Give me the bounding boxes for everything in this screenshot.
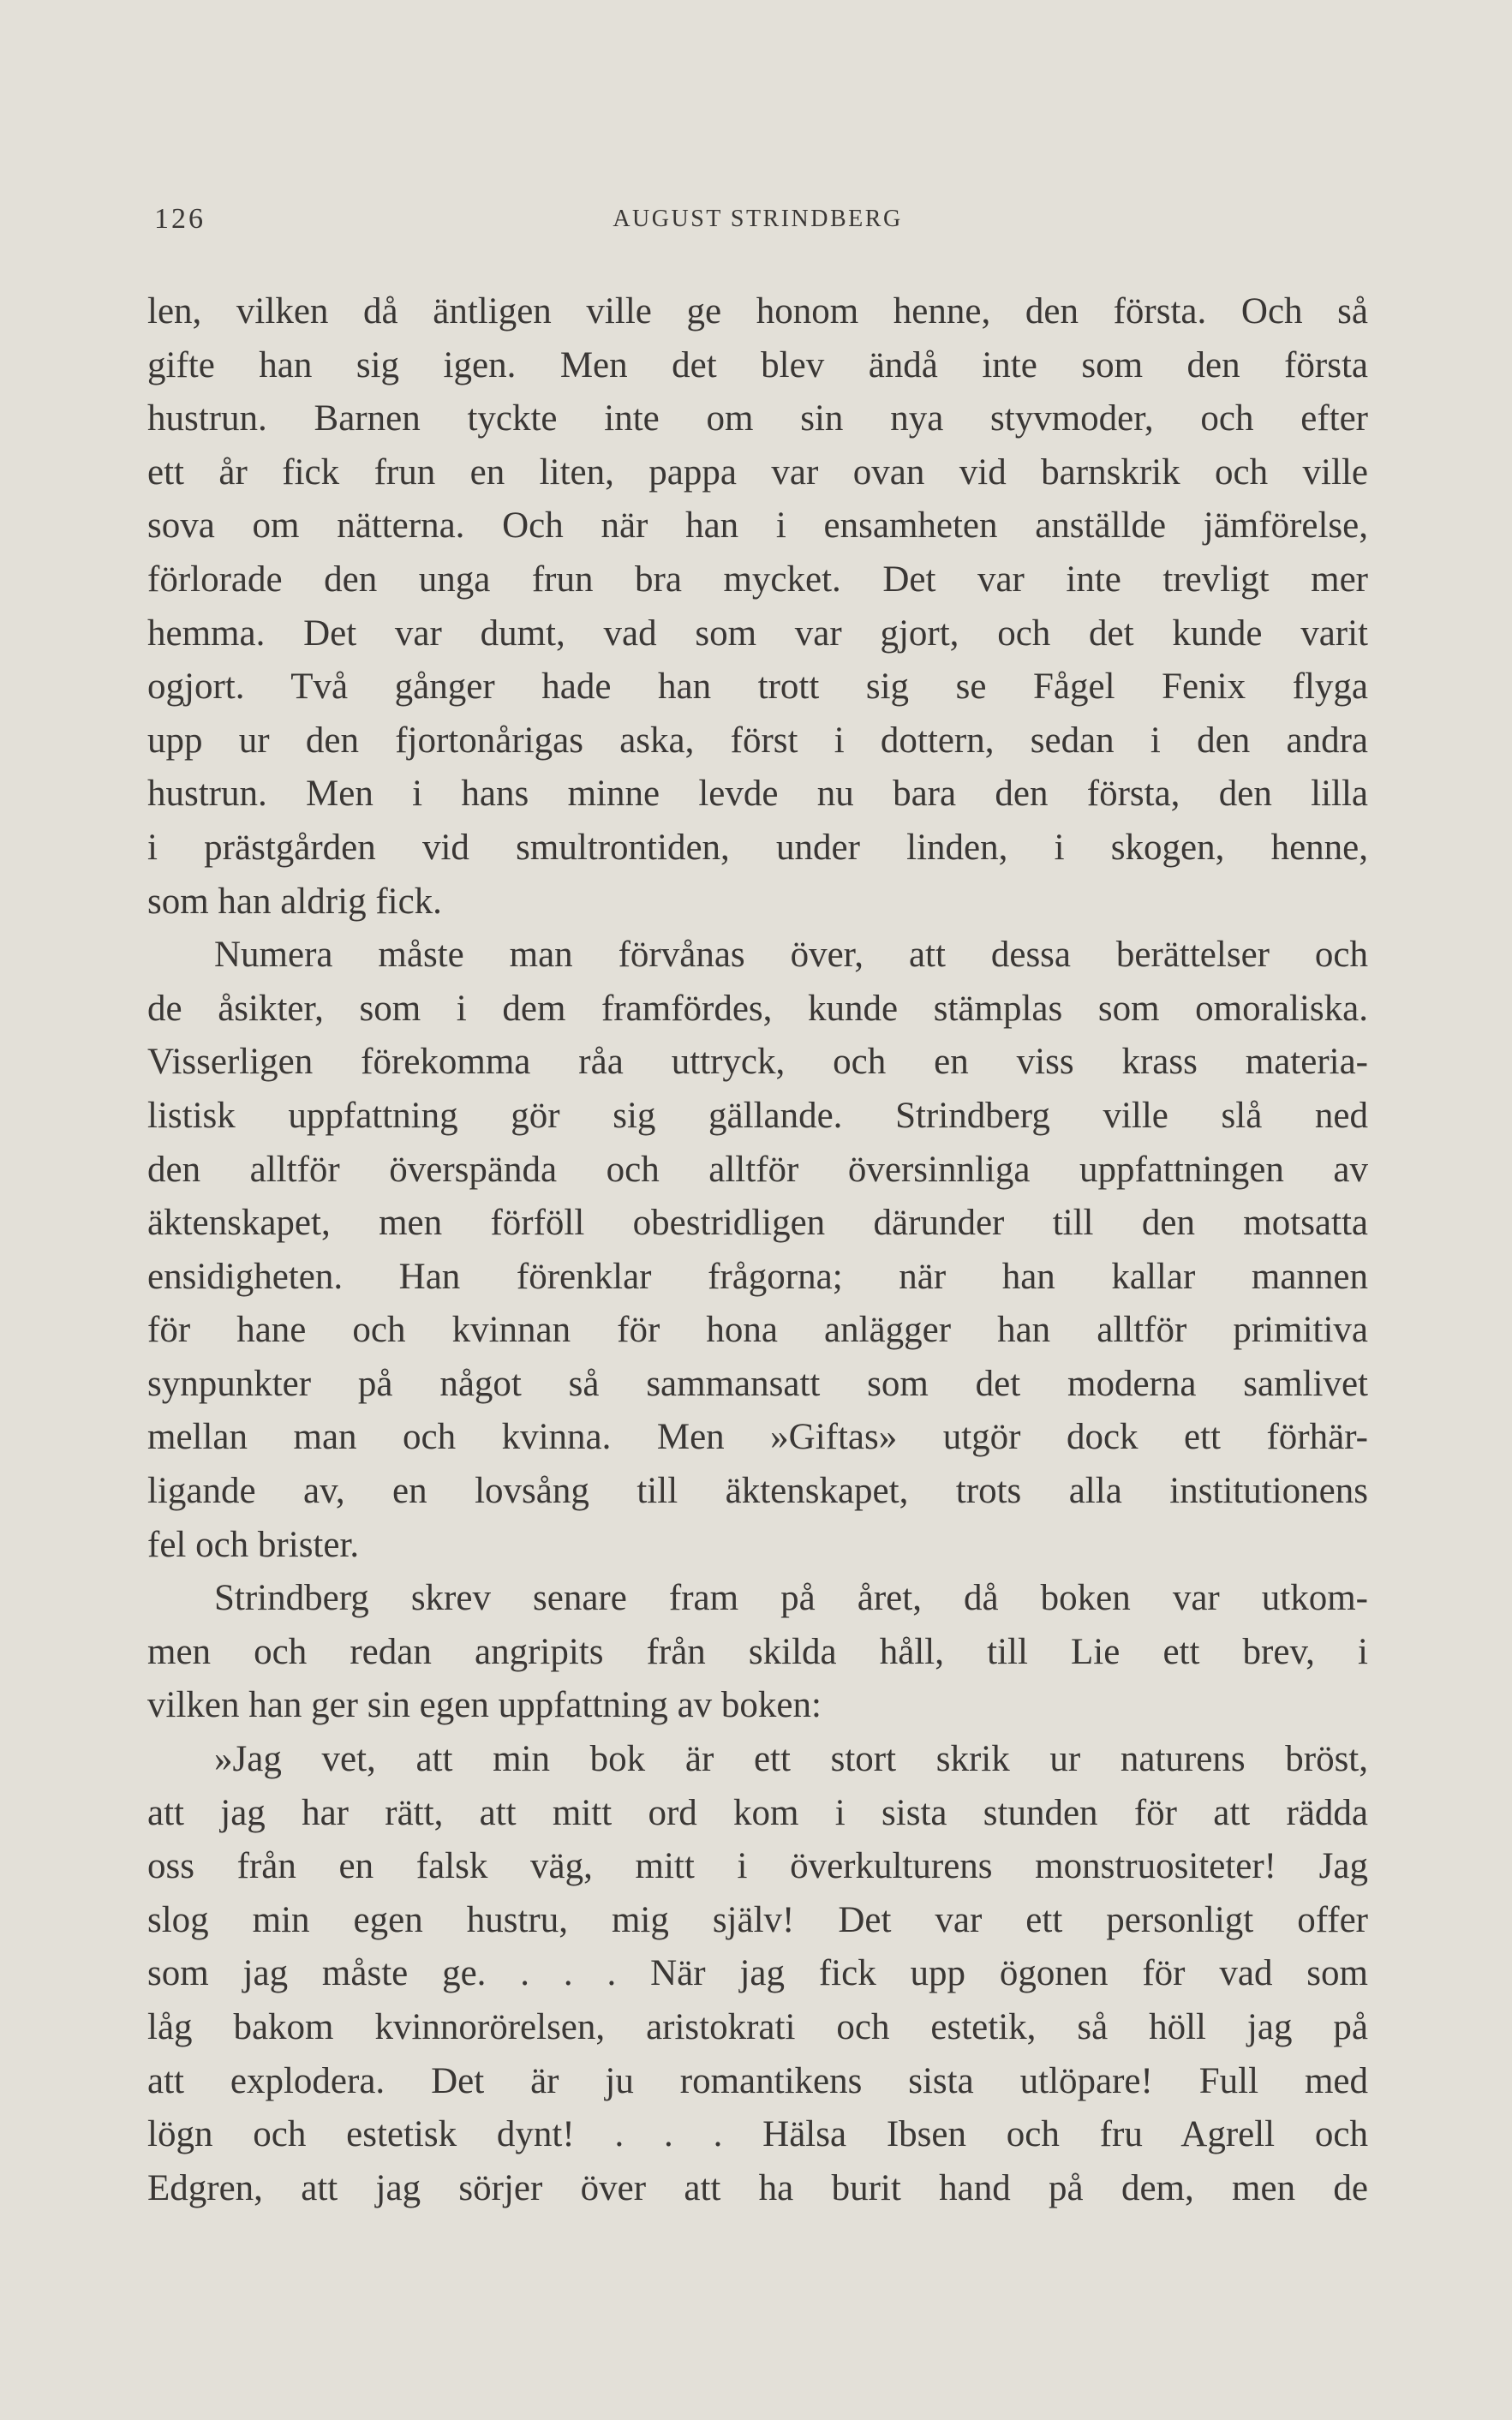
text-line: som jag måste ge. . . . När jag fick upp ögonen för vad som	[147, 1953, 1368, 1994]
text-line: ensidigheten. Han förenklar frågorna; när han kallar mannen	[147, 1256, 1368, 1297]
text-line: äktenskapet, men förföll obestridligen därunder till den motsatta	[147, 1203, 1368, 1244]
text-line: som han aldrig fick.	[147, 881, 442, 922]
text-line: men och redan angripits från skilda håll, till Lie ett brev, i	[147, 1631, 1368, 1672]
text-line: vilken han ger sin egen uppfattning av boken:	[147, 1685, 822, 1726]
text-line: gifte han sig igen. Men det blev ändå inte som den första	[147, 344, 1368, 385]
text-line: förlorade den unga frun bra mycket. Det var inte trevligt mer	[147, 559, 1368, 600]
text-line: slog min egen hustru, mig själv! Det var ett personligt offer	[147, 1899, 1368, 1940]
text-line: att jag har rätt, att mitt ord kom i sista stunden för att rädda	[147, 1792, 1368, 1833]
text-line: hustrun. Barnen tyckte inte om sin nya styvmoder, och efter	[147, 398, 1368, 439]
text-line: len, vilken då äntligen ville ge honom henne, den första. Och så	[147, 291, 1368, 332]
text-line: Numera måste man förvånas över, att dessa berättelser och	[214, 935, 1368, 976]
text-line: sova om nätterna. Och när han i ensamheten anställde jämförelse,	[147, 505, 1368, 547]
text-line: Visserligen förekomma råa uttryck, och en viss krass materia-	[147, 1042, 1368, 1083]
running-title: AUGUST STRINDBERG	[613, 206, 903, 232]
text-line: för hane och kvinnan för hona anlägger han alltför primitiva	[147, 1310, 1368, 1351]
page-number: 126	[154, 203, 206, 235]
text-line: ogjort. Två gånger hade han trott sig se Fågel Fenix flyga	[147, 666, 1368, 708]
text-line: ligande av, en lovsång till äktenskapet, trots alla institutionens	[147, 1471, 1368, 1512]
text-line: listisk uppfattning gör sig gällande. Strindberg ville slå ned	[147, 1095, 1368, 1136]
text-line: fel och brister.	[147, 1524, 360, 1565]
text-line: hustrun. Men i hans minne levde nu bara den första, den lilla	[147, 774, 1368, 815]
text-line: låg bakom kvinnorörelsen, aristokrati och estetik, så höll jag på	[147, 2007, 1368, 2047]
text-line: upp ur den fjortonårigas aska, först i dottern, sedan i den andra	[147, 720, 1368, 761]
text-line: de åsikter, som i dem framfördes, kunde stämplas som omoraliska.	[147, 988, 1368, 1029]
text-line: oss från en falsk väg, mitt i överkulturens monstruositeter! Jag	[147, 1846, 1368, 1887]
text-line: synpunkter på något så sammansatt som det moderna samlivet	[147, 1363, 1368, 1404]
text-line: ett år fick frun en liten, pappa var ovan vid barnskrik och ville	[147, 451, 1368, 493]
body-text	[147, 285, 1368, 2215]
text-line: i prästgården vid smultrontiden, under linden, i skogen, henne,	[147, 827, 1368, 868]
text-line: att explodera. Det är ju romantikens sista utlöpare! Full med	[147, 2060, 1368, 2101]
text-line: den alltför överspända och alltför översinnliga uppfattningen av	[147, 1149, 1368, 1190]
text-line: Edgren, att jag sörjer över att ha burit hand på dem, men de	[147, 2167, 1368, 2208]
text-line: mellan man och kvinna. Men »Giftas» utgör dock ett förhär-	[147, 1417, 1368, 1458]
running-head	[147, 202, 1368, 236]
text-line: hemma. Det var dumt, vad som var gjort, och det kunde varit	[147, 612, 1368, 654]
text-line: »Jag vet, att min bok är ett stort skrik ur naturens bröst,	[214, 1739, 1368, 1780]
text-line: Strindberg skrev senare fram på året, då boken var utkom-	[214, 1578, 1368, 1619]
text-line: lögn och estetisk dynt! . . . Hälsa Ibsen och fru Agrell och	[147, 2114, 1368, 2155]
